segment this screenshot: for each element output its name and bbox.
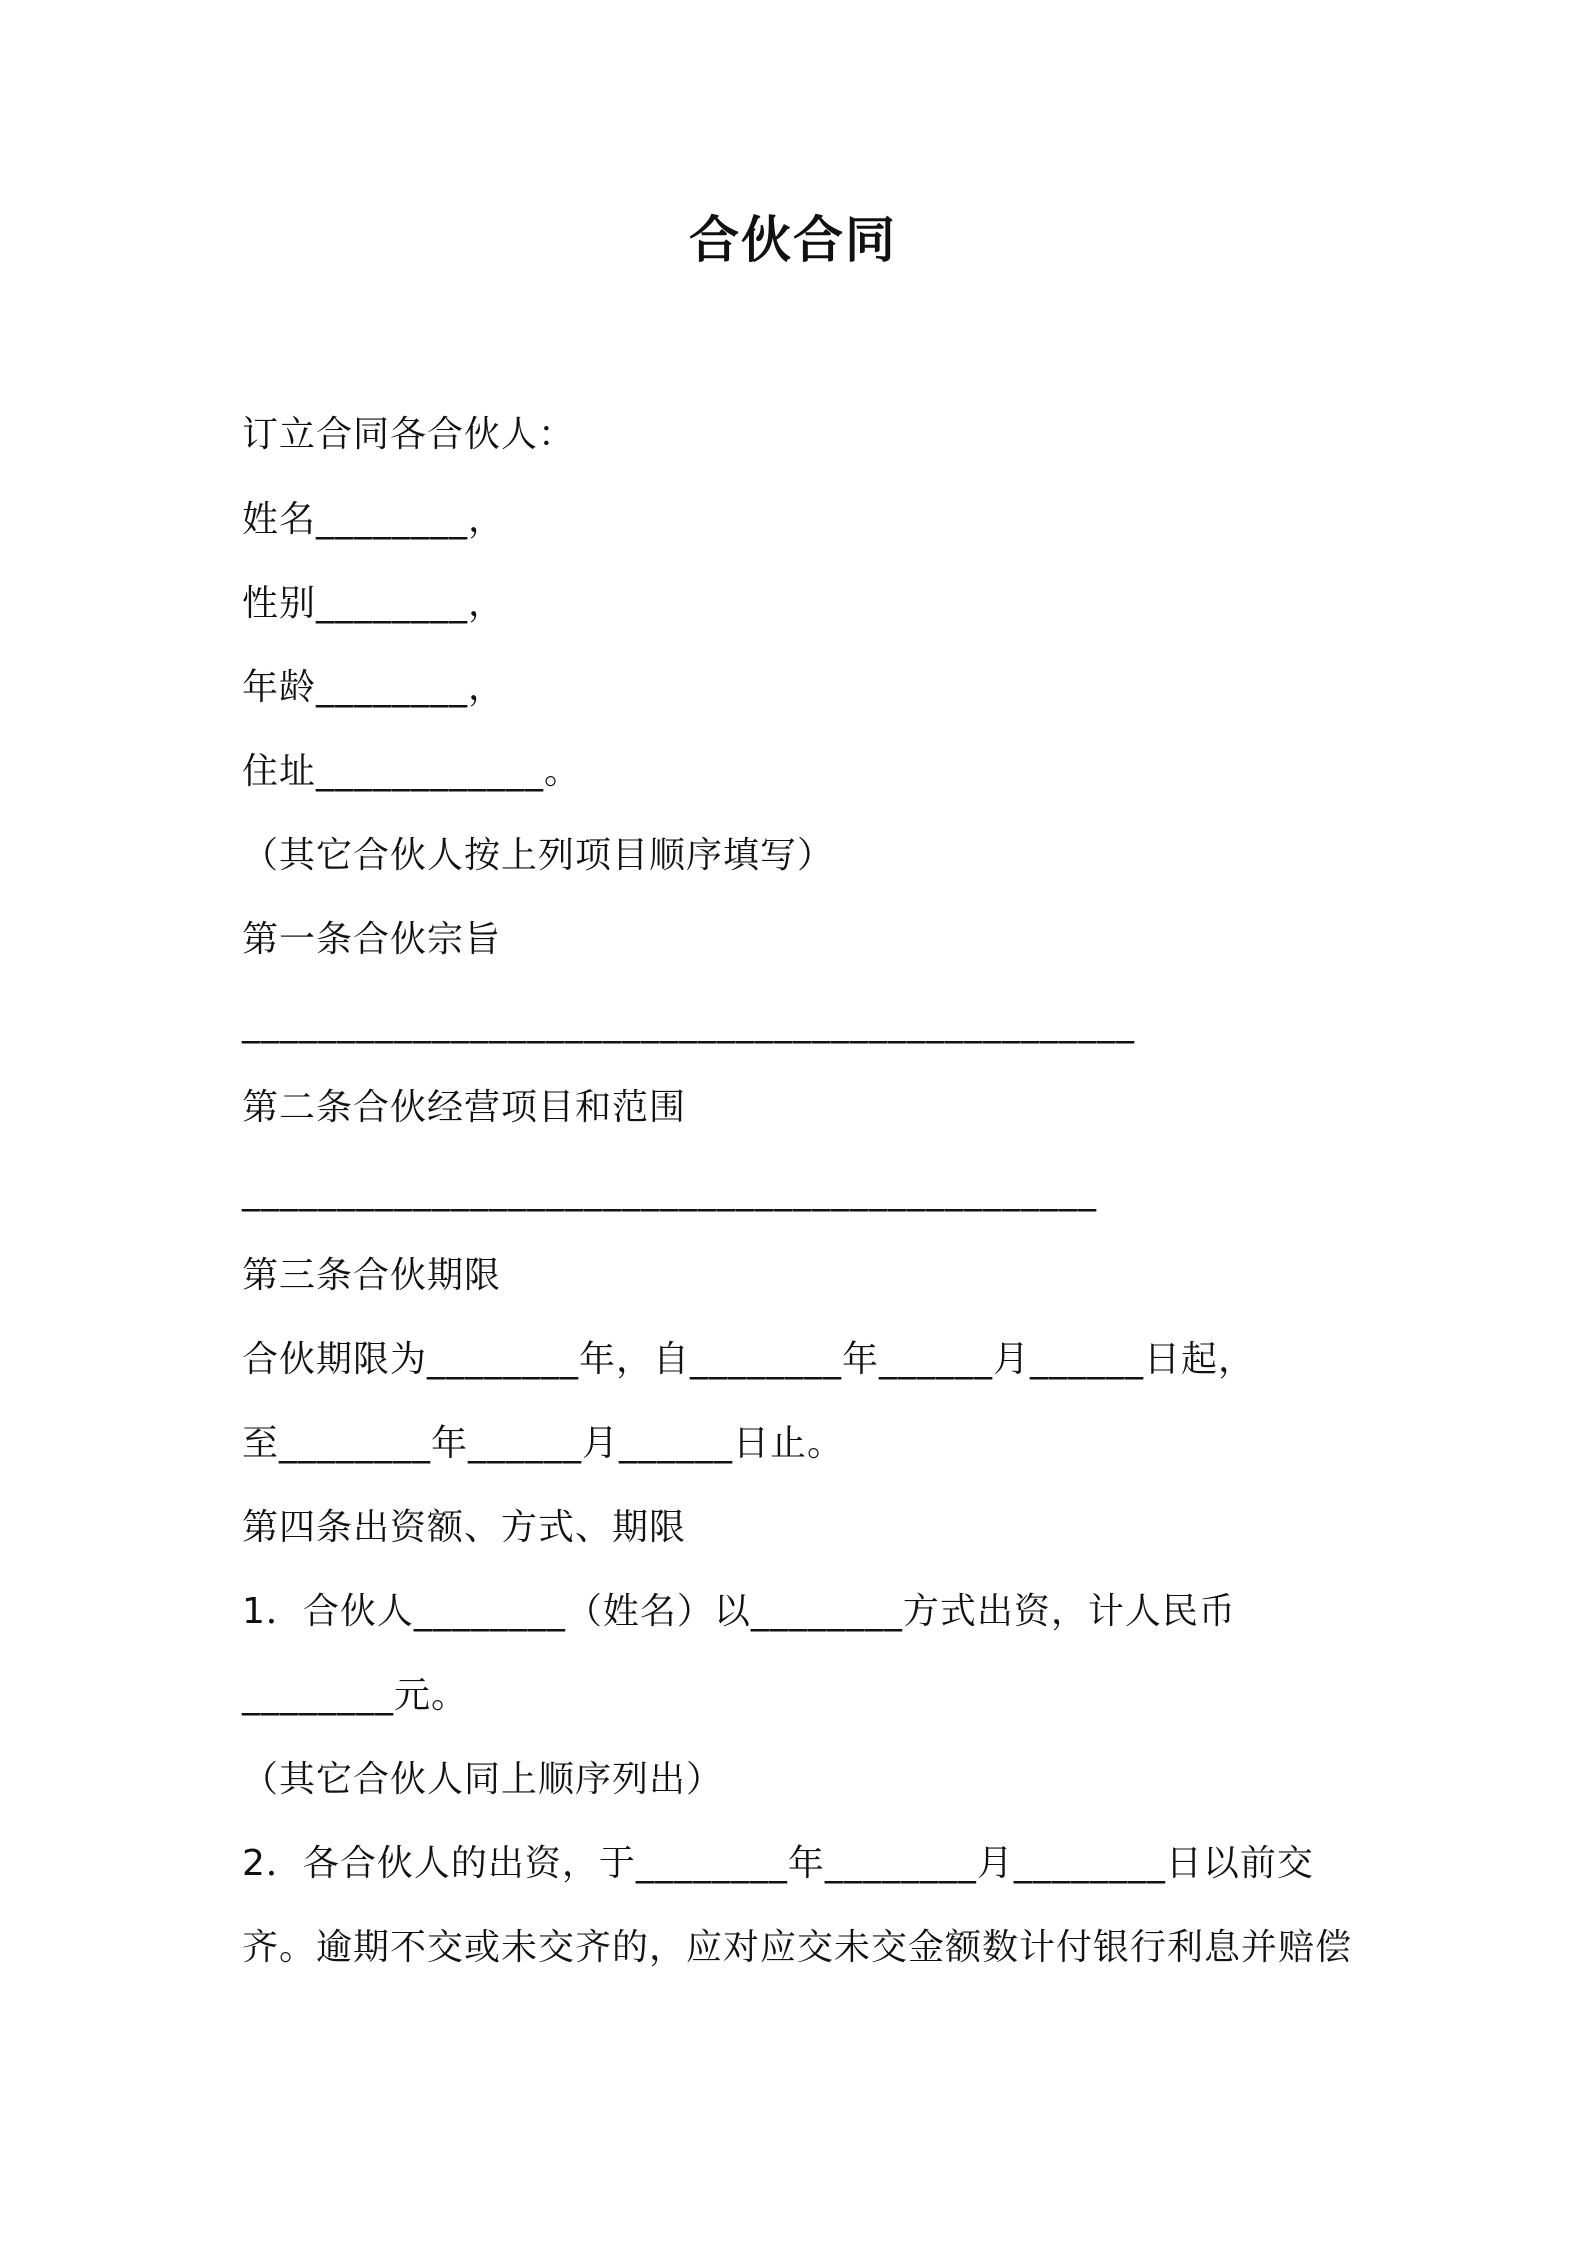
payment-line-2: 齐。逾期不交或未交齐的，应对应交未交金额数计付银行利息并赔偿 <box>242 1927 1353 1968</box>
age-field: 年龄________， <box>242 667 506 708</box>
parties-heading: 订立合同各合伙人： <box>242 414 576 455</box>
address-field: 住址____________。 <box>242 751 582 792</box>
article-4-heading: 第四条出资额、方式、期限 <box>242 1507 687 1548</box>
payment-line-1: 2．各合伙人的出资，于________年________月________日以前交 <box>242 1843 1314 1884</box>
document-title: 合伙合同 <box>689 211 897 269</box>
gender-field: 性别________， <box>242 583 506 624</box>
article-1-blank: _______________________________________________ <box>242 1003 1135 1044</box>
article-2-blank: _____________________________________________ <box>242 1171 1097 1212</box>
article-2-heading: 第二条合伙经营项目和范围 <box>242 1087 687 1128</box>
contribution-line-2: ________元。 <box>242 1675 469 1716</box>
contribution-line-1: 1．合伙人________（姓名）以________方式出资，计人民币 <box>242 1591 1236 1632</box>
name-field: 姓名________， <box>242 499 506 540</box>
term-line-1: 合伙期限为________年，自________年______月______日起， <box>242 1339 1256 1380</box>
other-partners-note-2: （其它合伙人同上顺序列出） <box>242 1759 724 1800</box>
article-1-heading: 第一条合伙宗旨 <box>242 919 502 960</box>
term-line-2: 至________年______月______日止。 <box>242 1423 845 1464</box>
other-partners-note: （其它合伙人按上列项目顺序填写） <box>242 835 835 876</box>
article-3-heading: 第三条合伙期限 <box>242 1255 502 1296</box>
